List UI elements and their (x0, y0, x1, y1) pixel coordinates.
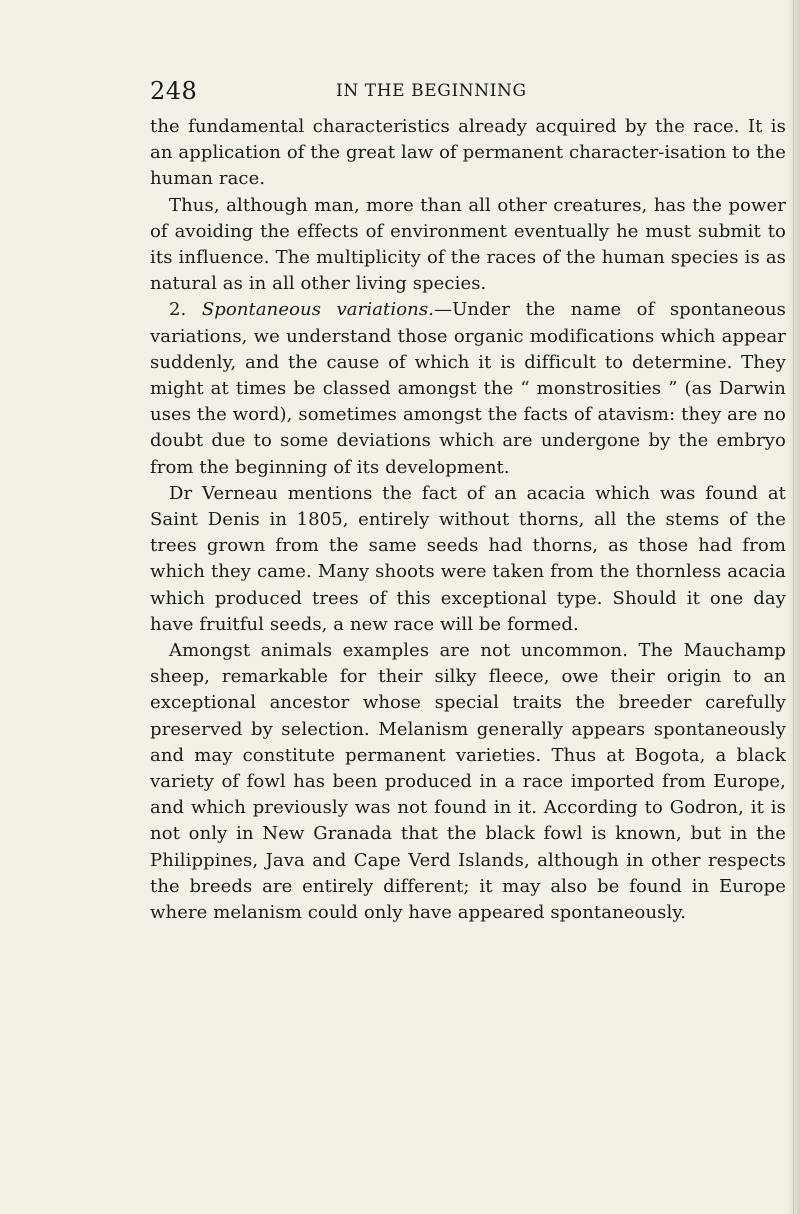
paragraph-text: the fundamental characteristics already acquired by the race. It is an application of the great law of permanent character-isation to the human race. (150, 116, 786, 190)
paragraph (150, 193, 786, 298)
page-edge-line (793, 0, 794, 1214)
paragraph-spontaneous-variations (150, 297, 786, 480)
section-heading: Spontaneous variations. (201, 299, 434, 321)
body-text (150, 114, 786, 926)
section-number: 2. (169, 299, 202, 321)
paragraph-text: Amongst animals examples are not uncommon. The Mauchamp sheep, remarkable for their silky fleece, owe their origin to an exceptional ancestor whose special traits the breeder carefully preserved by selection. Melanism generally appears spontaneously and may constitute permanent varieties. Thus at Bogota, a black variety of fowl has been produced in a race imported from Europe, and which previously was not found in it. According to Godron, it is not only in New Granada that the black fowl is known, but in the Philippines, Java and Cape Verd Islands, although in other respects the breeds are entirely different; it may also be found in Europe where melanism could only have appeared spontaneously. (150, 640, 786, 924)
paragraph (150, 638, 786, 926)
paragraph-continuation (150, 114, 786, 193)
running-head (150, 76, 786, 106)
paragraph-text: —Under the name of spontaneous variations, we understand those organic modifications which appear suddenly, and the cause of which it is difficult to determine. They might at times be classed amongst the “ monstrosities ” (as Darwin uses the word), sometimes amongst the facts of atavism: they are no doubt due to some deviations which are undergone by the embryo from the beginning of its development. (150, 299, 786, 478)
paragraph-text: Dr Verneau mentions the fact of an acacia which was found at Saint Denis in 1805, entirely without thorns, all the stems of the trees grown from the same seeds had thorns, as those had from which they came. Many shoots were taken from the thornless acacia which produced trees of this exceptional type. Should it one day have fruitful seeds, a new race will be formed. (150, 482, 786, 635)
running-title: IN THE BEGINNING (336, 81, 527, 101)
paragraph-text: Thus, although man, more than all other creatures, has the power of avoiding the effects of environment eventually he must submit to its influence. The multiplicity of the races of the human species is as natural as in all other living species. (150, 194, 786, 295)
page-number: 248 (150, 77, 198, 105)
paragraph (150, 481, 786, 638)
